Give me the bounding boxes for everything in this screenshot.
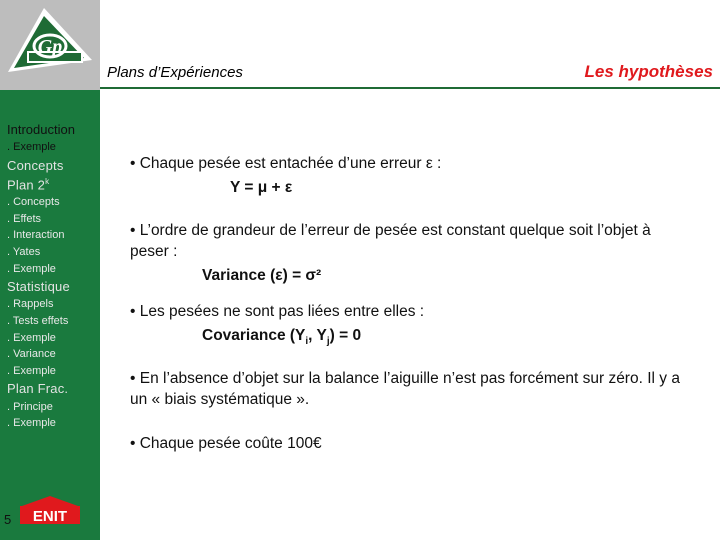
- nav-stat-exemple[interactable]: . Exemple: [7, 332, 56, 344]
- enit-logo-icon: [18, 496, 82, 526]
- bullet-text: • Les pesées ne sont pas liées entre elles :: [130, 303, 425, 320]
- formula-covariance-sub-i: i: [305, 336, 309, 348]
- formula-covariance-mid: , Y: [308, 327, 327, 344]
- nav-plan-2k[interactable]: [7, 177, 49, 192]
- nav-statistique[interactable]: Statistique: [7, 279, 70, 294]
- formula-variance: Variance (ε) = σ²: [202, 267, 322, 284]
- nav-plan-effets[interactable]: . Effets: [7, 213, 42, 225]
- formula-covariance: [202, 325, 361, 352]
- logo-text: Gp: [37, 36, 63, 58]
- nav-stat-rappels[interactable]: . Rappels: [7, 298, 54, 310]
- nav-frac-principe[interactable]: . Principe: [7, 401, 53, 413]
- slide-title: Les hypothèses: [584, 62, 713, 81]
- bullet-systematic-bias: [130, 368, 690, 410]
- nav-frac-exemple[interactable]: . Exemple: [7, 417, 56, 429]
- nav-concepts[interactable]: Concepts: [7, 158, 64, 173]
- nav-plan-exemple[interactable]: . Exemple: [7, 263, 56, 275]
- header-divider: [100, 87, 720, 89]
- nav-intro-exemple[interactable]: . Exemple: [7, 141, 56, 153]
- page-number: 5: [4, 512, 12, 527]
- bullet-text: • Chaque pesée coûte 100€: [130, 435, 322, 452]
- nav-plan-concepts[interactable]: . Concepts: [7, 196, 60, 208]
- nav-stat-tests-effets[interactable]: . Tests effets: [7, 315, 69, 327]
- bullet-text: • En l’absence d’objet sur la balance l’aiguille n’est pas forcément sur zéro. Il y a un « biais systématique ».: [130, 370, 680, 408]
- gp-logo-icon: [0, 0, 100, 90]
- formula-covariance-pre: Covariance (Y: [202, 327, 306, 344]
- nav-stat-exemple-2[interactable]: . Exemple: [7, 365, 56, 377]
- bullet-text: • L’ordre de grandeur de l’erreur de pesée est constant quelque soit l’objet à peser :: [130, 222, 651, 260]
- nav-stat-variance[interactable]: . Variance: [7, 348, 56, 360]
- bullet-measurement-error: [130, 153, 690, 174]
- bullet-independence: [130, 301, 690, 322]
- gp-logo: [0, 0, 100, 90]
- nav-plan-interaction[interactable]: . Interaction: [7, 229, 65, 241]
- nav-introduction[interactable]: Introduction: [7, 122, 75, 137]
- formula-covariance-post: ) = 0: [329, 327, 362, 344]
- enit-logo: [18, 496, 82, 531]
- nav-plan-yates[interactable]: . Yates: [7, 246, 41, 258]
- course-subtitle: Plans d’Expériences: [107, 64, 243, 81]
- bullet-cost: [130, 433, 690, 454]
- formula-covariance-sub-j: j: [326, 336, 330, 348]
- enit-logo-text: ENIT: [32, 508, 68, 525]
- nav-plan-2k-label: Plan 2: [7, 177, 46, 193]
- nav-plan-2k-sup: k: [45, 177, 50, 186]
- nav-plan-frac[interactable]: Plan Frac.: [7, 381, 69, 396]
- bullet-text: • Chaque pesée est entachée d’une erreur ε :: [130, 155, 442, 172]
- bullet-constant-error: [130, 220, 690, 262]
- formula-model: Y = μ + ε: [230, 179, 293, 196]
